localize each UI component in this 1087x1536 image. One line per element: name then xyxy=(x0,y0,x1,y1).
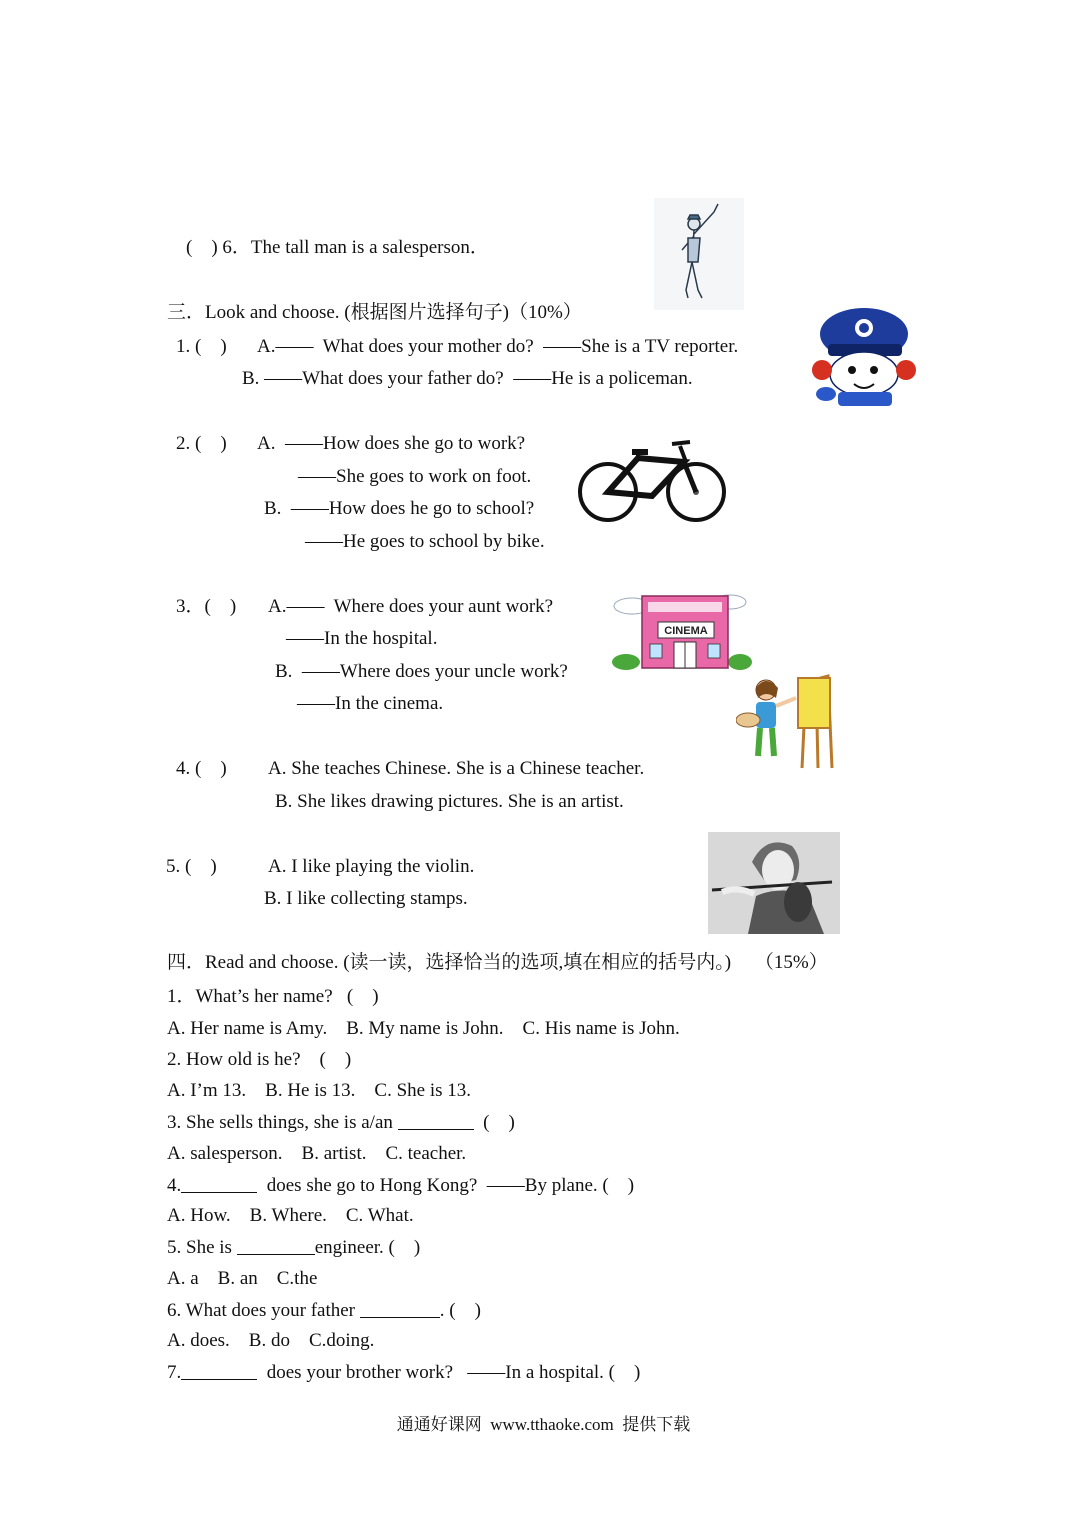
q4-1-options: A. Her name is Amy. B. My name is John. C. His name is John. xyxy=(167,1018,680,1039)
q3-3-option-b-answer: ——In the cinema. xyxy=(297,693,444,714)
section-4-heading: 四．Read and choose. (读一读，选择恰当的选项,填在相应的括号内。) （15%） xyxy=(167,952,828,973)
q3-1-option-b: B. ——What does your father do? ——He is a policeman. xyxy=(242,368,693,389)
q3-5-number: 5. ( ) xyxy=(166,856,217,877)
q3-5-option-b: B. I like collecting stamps. xyxy=(264,888,468,909)
traffic-policeman-image xyxy=(654,198,744,310)
answer-blank[interactable] xyxy=(181,1174,257,1193)
q3-2-option-b-question: B. ——How does he go to school? xyxy=(264,498,535,519)
q4-3-question: 3. She sells things, she is a/an ( ) xyxy=(167,1112,515,1133)
artist-painting-image xyxy=(736,670,840,770)
violin-player-image xyxy=(708,832,840,934)
q4-6-options: A. does. B. do C.doing. xyxy=(167,1330,375,1351)
bicycle-image xyxy=(576,434,728,524)
section-3-heading: 三．Look and choose. (根据图片选择句子)（10%） xyxy=(167,302,582,323)
question-6-line: ( ) 6．The tall man is a salesperson． xyxy=(186,237,489,258)
answer-blank[interactable] xyxy=(181,1361,257,1380)
cinema-building-image xyxy=(612,586,752,672)
q4-4-options: A. How. B. Where. C. What. xyxy=(167,1205,414,1226)
q3-3-option-b-question: B. ——Where does your uncle work? xyxy=(275,661,568,682)
answer-blank[interactable] xyxy=(237,1236,315,1255)
page-footer: 通通好课网 www.tthaoke.com 提供下载 xyxy=(396,1415,691,1434)
q3-4-option-a: A. She teaches Chinese. She is a Chinese teacher. xyxy=(268,758,645,779)
q3-3-number: 3．( ) xyxy=(176,596,237,617)
answer-blank[interactable] xyxy=(360,1299,440,1318)
q3-1-option-a: A.—— What does your mother do? ——She is a TV reporter. xyxy=(257,336,739,357)
q3-1-number: 1. ( ) xyxy=(176,336,227,357)
answer-blank[interactable] xyxy=(398,1111,474,1130)
q4-2-options: A. I’m 13. B. He is 13. C. She is 13. xyxy=(167,1080,471,1101)
q4-5-options: A. a B. an C.the xyxy=(167,1268,318,1289)
q4-5-question: 5. She is engineer. ( ) xyxy=(167,1237,421,1258)
q3-4-number: 4. ( ) xyxy=(176,758,227,779)
q4-3-options: A. salesperson. B. artist. C. teacher. xyxy=(167,1143,467,1164)
q3-2-number: 2. ( ) xyxy=(176,433,227,454)
q4-6-question: 6. What does your father . ( ) xyxy=(167,1300,481,1321)
police-cartoon-image xyxy=(808,300,926,410)
q4-7-question: 7. does your brother work? ——In a hospital. ( ) xyxy=(167,1362,641,1383)
q4-2-question: 2. How old is he? ( ) xyxy=(167,1049,352,1070)
q3-5-option-a: A. I like playing the violin. xyxy=(268,856,475,877)
q4-4-question: 4. does she go to Hong Kong? ——By plane. ( ) xyxy=(167,1175,635,1196)
q3-2-option-b-answer: ——He goes to school by bike. xyxy=(305,531,545,552)
q4-1-question: 1．What’s her name? ( ) xyxy=(167,986,379,1007)
q3-3-option-a-question: A.—— Where does your aunt work? xyxy=(268,596,554,617)
q3-3-option-a-answer: ——In the hospital. xyxy=(286,628,438,649)
cinema-sign-text: CINEMA xyxy=(664,625,708,637)
q3-2-option-a-answer: ——She goes to work on foot. xyxy=(298,466,532,487)
q3-2-option-a-question: A. ——How does she go to work? xyxy=(257,433,526,454)
q3-4-option-b: B. She likes drawing pictures. She is an artist. xyxy=(275,791,624,812)
